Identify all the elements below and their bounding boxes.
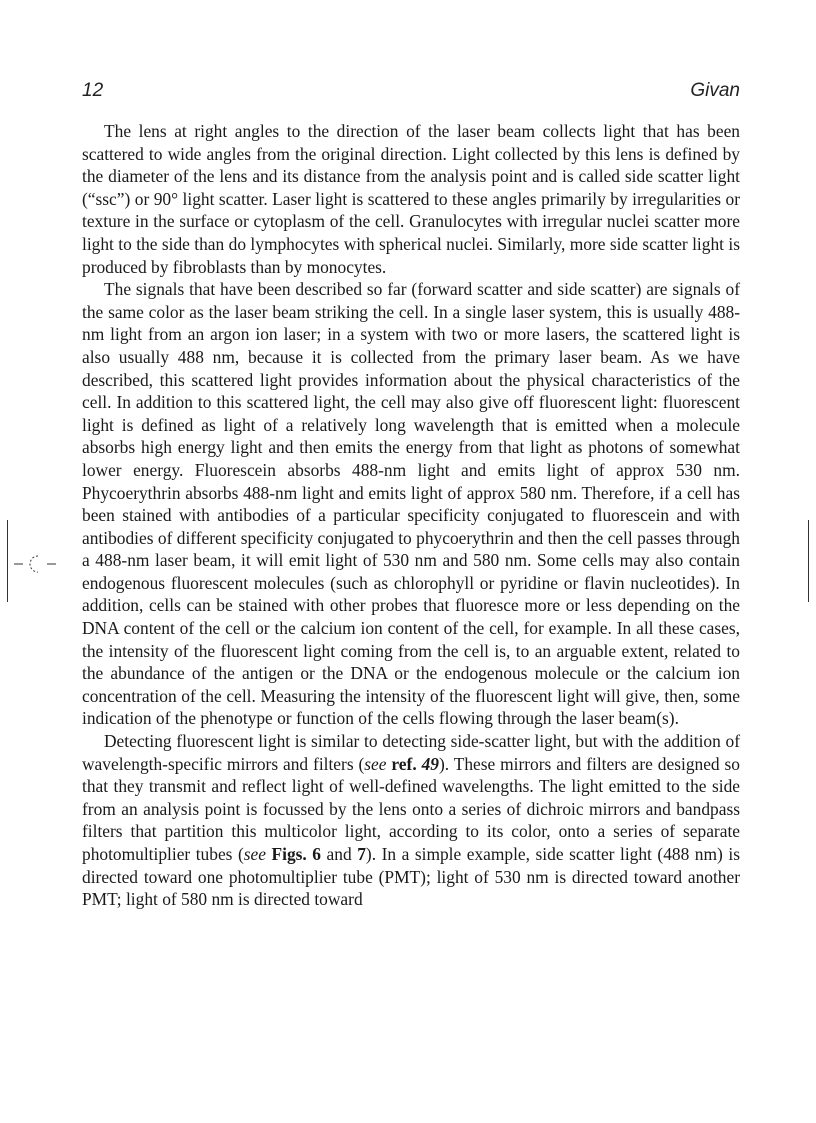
reference-label: ref. (391, 753, 417, 774)
reference-number: 49 (421, 753, 439, 774)
paragraph-3-text-a: Detecting fluorescent light is similar to detecting side-scatter light, but with the addition of wavelength-specific mirrors and filters ( (82, 731, 740, 774)
paragraph-3-text-c: ). In a simple example, side scatter light (488 nm) is directed toward one photomultiplier tube (PMT); light of 530 nm is directed toward another PMT; light of 580 nm is directed toward (82, 844, 740, 910)
see-italic: see (364, 753, 387, 774)
body-text (82, 120, 740, 911)
paragraph-fluorescence: The signals that have been described so far (forward scatter and side scatter) are signals of the same color as the laser beam striking the cell. In a single laser system, this is usually 488-nm light from an argon ion laser; in a system with two or more lasers, the scattered light is also usually 488 nm, because it is collected from the primary laser beam. As we have described, this scattered light provides information about the physical characteristics of the cell. In addition to this scattered light, the cell may also give off fluorescent light: fluorescent light is defined as light of a relatively long wavelength that is emitted when a molecule absorbs high energy light and then emits the energy from that light as photons of somewhat lower energy. Fluorescein absorbs 488-nm light and emits light of approx 530 nm. Phycoerythrin absorbs 488-nm light and emits light of approx 580 nm. Therefore, if a cell has been stained with antibodies of a particular specificity conjugated to fluorescein and with antibodies of different specificity conjugated to phycoerythrin and then the cell passes through a 488-nm laser beam, it will emit light of 530 nm and 580 nm. Some cells may also contain endogenous fluorescent molecules (such as chlorophyll or pyridine or flavin nucleotides). In addition, cells can be stained with other probes that fluoresce more or less depending on the DNA content of the cell or the calcium ion content of the cell, for example. In all these cases, the intensity of the fluorescent light coming from the cell is, to an arguable extent, related to the abundance of the antigen or the DNA or the endogenous molecule or the calcium ion concentration of the cell. Measuring the intensity of the fluorescent light will give, then, some indication of the phenotype or function of the cells flowing through the laser beam(s). (82, 279, 740, 729)
right-margin-rule (808, 520, 809, 602)
left-margin-rule (7, 520, 8, 602)
paragraph-detection (82, 730, 740, 911)
running-head: Givan (690, 80, 740, 101)
figure-reference-2: 7 (357, 844, 366, 864)
registration-mark-icon (14, 552, 56, 576)
paragraph-side-scatter: The lens at right angles to the direction of the laser beam collects light that has been scattered to wide angles from the original direction. Light collected by this lens is defined by the diameter of the lens and its distance from the analysis point and is called side scatter light (“ssc”) or 90° light scatter. Laser light is scattered to these angles primarily by irregularities or texture in the surface or cytoplasm of the cell. Granulocytes with irregular nuclei scatter more light to the side than do lymphocytes with spherical nuclei. Similarly, more side scatter light is produced by fibroblasts than by monocytes. (82, 121, 740, 277)
see-italic-2: see (243, 844, 266, 864)
page-header (82, 80, 740, 104)
and-word: and (326, 844, 352, 864)
page-number: 12 (82, 80, 104, 101)
paragraph-3-text-b: ). These mirrors and filters are designed so that they transmit and reflect light of well-defined wavelengths. The light emitted to the side from an analysis point is focussed by the lens onto a series of dichroic mirrors and bandpass filters that partition this multicolor light, according to its color, onto a series of separate photomultiplier tubes ( (82, 753, 740, 864)
figure-reference: Figs. 6 (271, 844, 322, 864)
